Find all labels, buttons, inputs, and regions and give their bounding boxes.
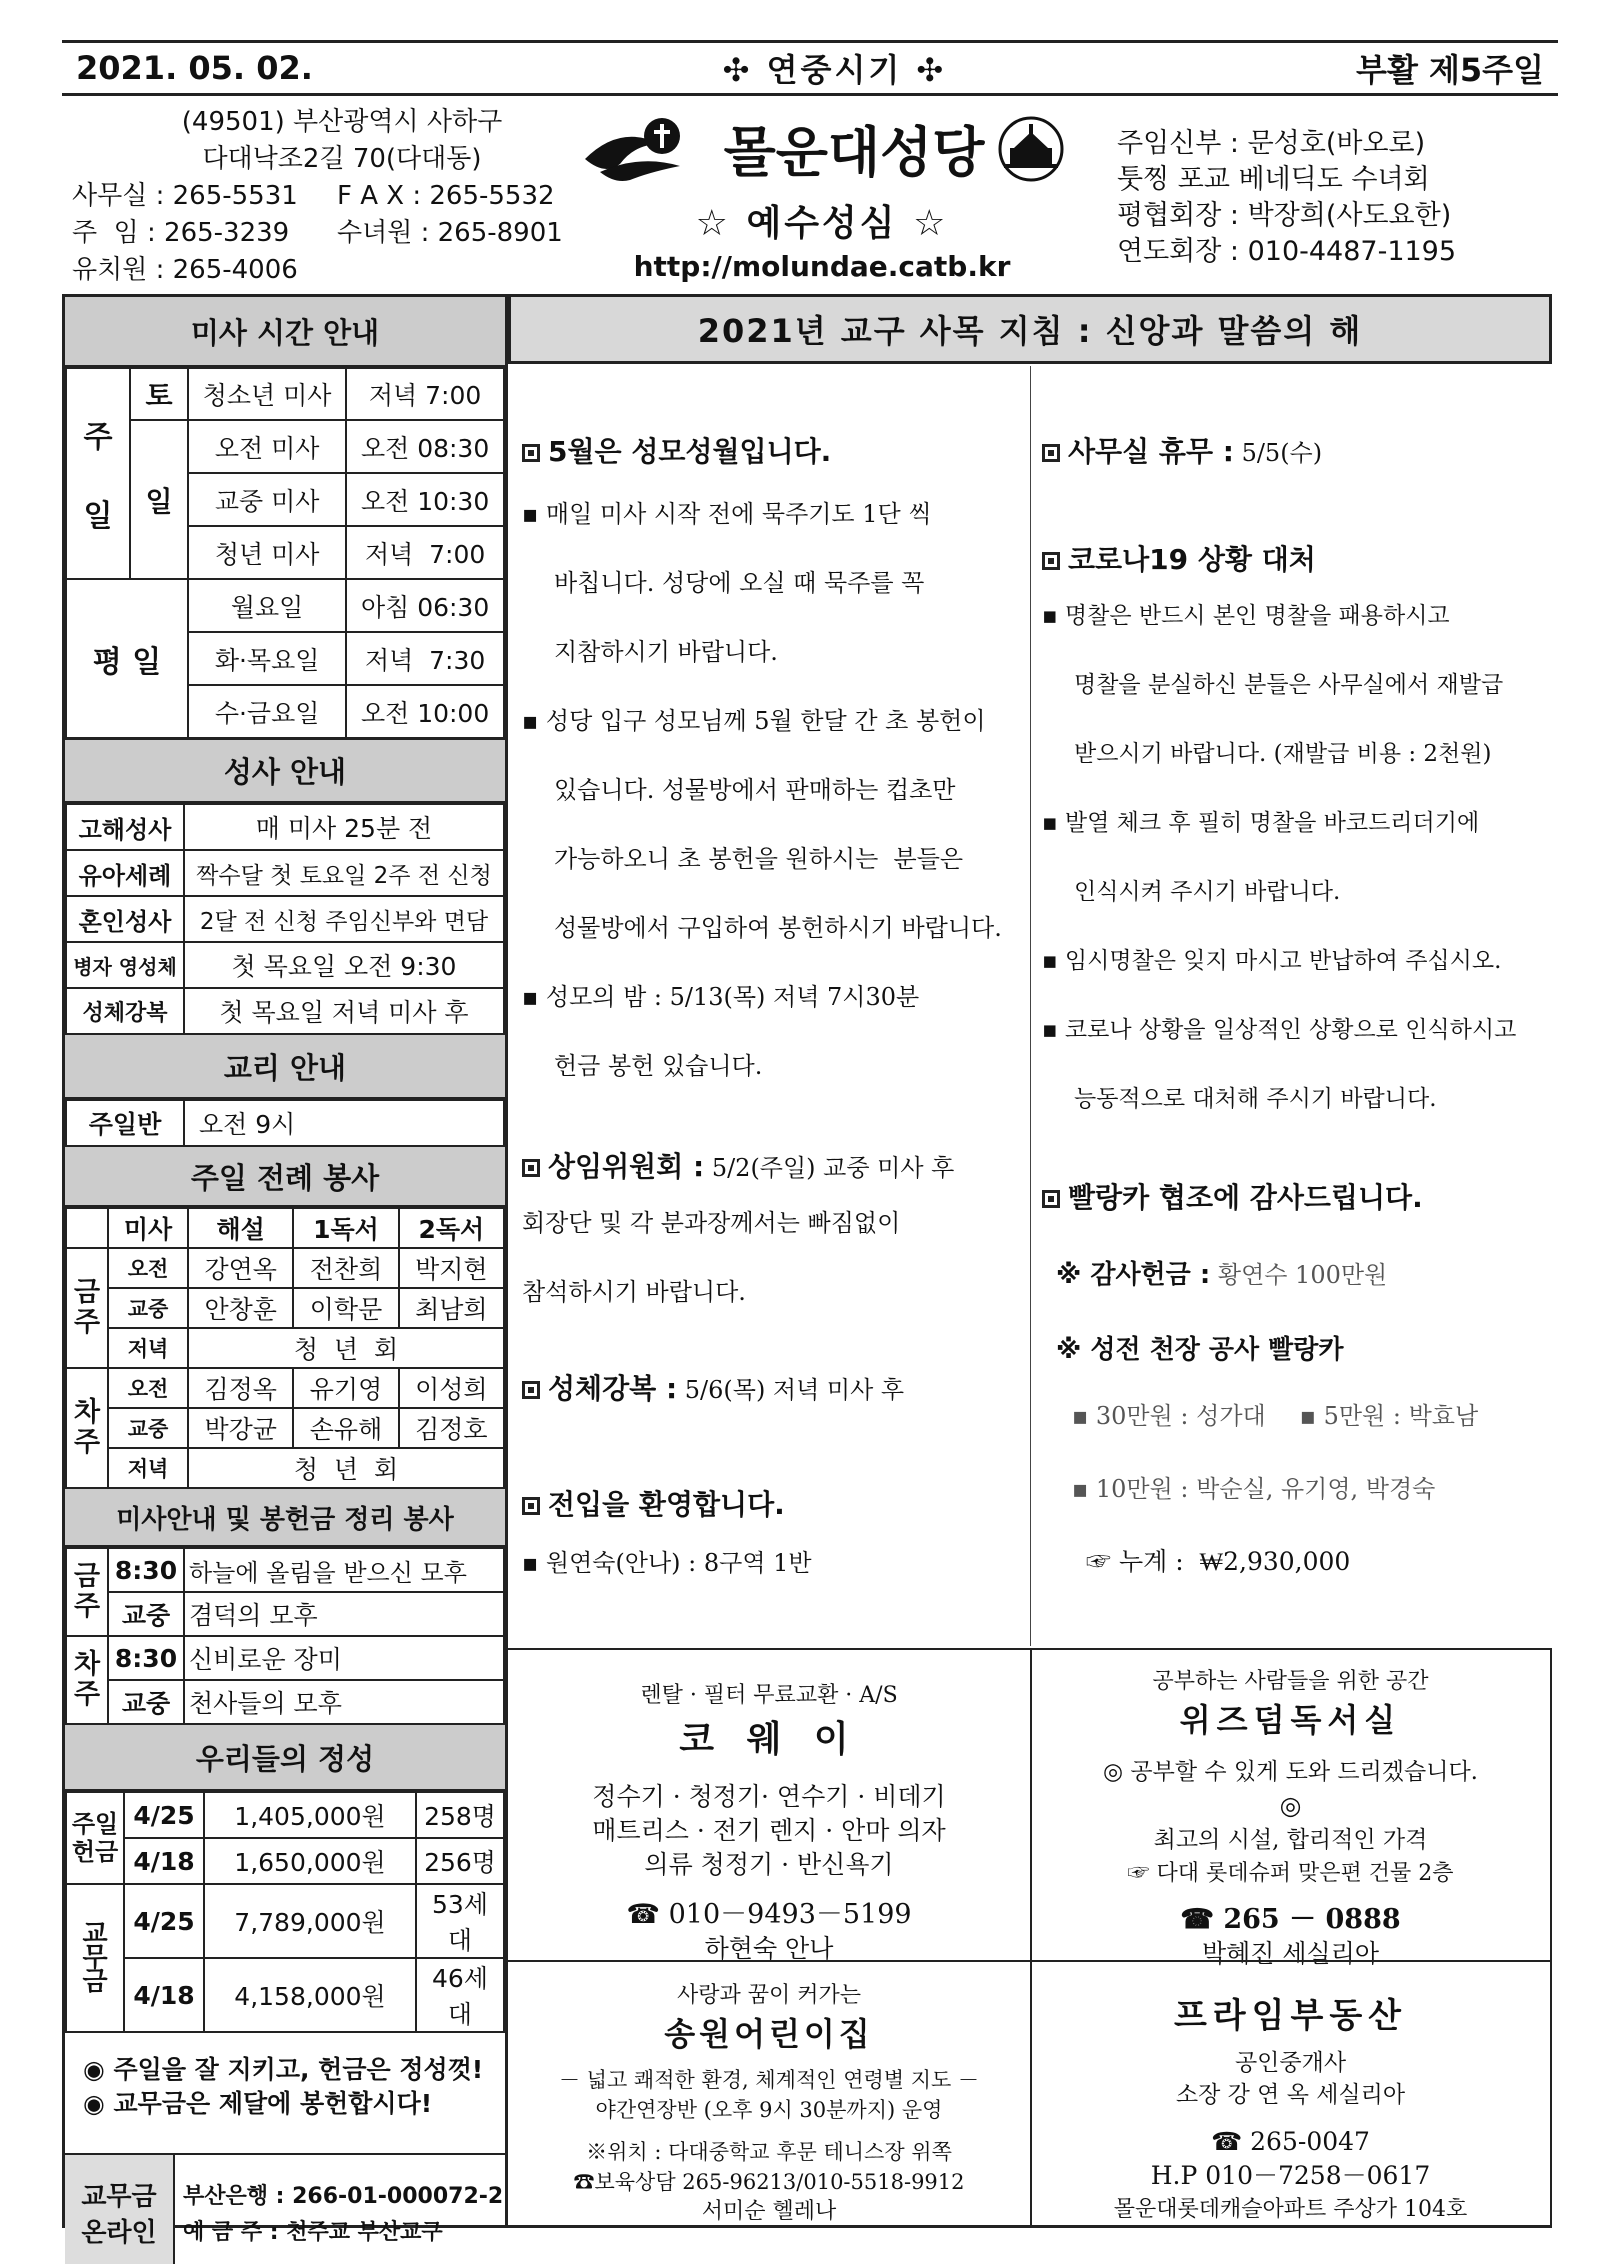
left-column — [62, 294, 508, 2248]
ad-address: 몰운대롯데캐슬아파트 주상가 104호 — [1113, 2197, 1468, 2222]
notice-heading — [522, 1483, 1022, 1523]
ad-line: 최고의 시설, 합리적인 가격 — [1153, 1827, 1428, 1853]
bank-account: 부산은행 : 266-01-000072-2 — [183, 2184, 504, 2209]
text-line: ▪ 매일 미사 시작 전에 묵주기도 1단 씩 — [522, 500, 932, 528]
top-bar — [62, 40, 1558, 96]
sacraments-heading: 성사 안내 — [65, 739, 505, 803]
notice-body — [1042, 582, 1544, 1134]
ad-phone: ☎ 010－9493－5199 — [626, 1899, 912, 1930]
service-mass: 교중 — [108, 1680, 184, 1724]
mass-time: 오전 10:00 — [346, 685, 504, 738]
bank-holder: 예 금 주 : 천주교 부산교구 — [183, 2220, 443, 2245]
donation-count: 256명 — [416, 1838, 504, 1884]
donation-amount: 4,158,000원 — [204, 1958, 416, 2032]
liturgy-person: 최남희 — [399, 1288, 504, 1328]
catechism-time: 오전 9시 — [184, 1100, 504, 1146]
donor-line — [1042, 1396, 1544, 1431]
offering-service-heading: 미사안내 및 봉헌금 정리 봉사 — [65, 1489, 505, 1547]
notice-heading — [1042, 430, 1544, 470]
mass-time: 저녁 7:00 — [346, 368, 504, 420]
this-week-label: 금 주 — [66, 1248, 108, 1368]
sacrament-info: 짝수달 첫 토요일 2주 전 신청 — [184, 850, 504, 896]
staff-line: 평협회장 : 박장희(사도요한) — [1117, 200, 1452, 231]
running-total: ☞ 누계 : ₩2,930,000 — [1086, 1547, 1351, 1576]
ad-songwon — [508, 1960, 1032, 2228]
service-mass: 8:30 — [108, 1548, 184, 1592]
liturgy-mass: 저녁 — [108, 1328, 188, 1368]
mass-name: 오전 미사 — [188, 420, 346, 473]
ad-coway — [508, 1648, 1032, 1962]
liturgy-mass: 오전 — [108, 1368, 188, 1408]
ad-line: ☞ 다대 롯데슈퍼 맞은편 건물 2층 — [1127, 1861, 1454, 1886]
ad-contact: 박혜진 세실리아 — [1202, 1939, 1379, 1968]
checkbox-bullet-icon — [1042, 444, 1060, 462]
liturgy-person: 안창훈 — [188, 1288, 293, 1328]
liturgy-person: 박강균 — [188, 1408, 293, 1448]
ad-name: 송원어린이집 — [664, 2015, 874, 2053]
postal-address: (49501) 부산광역시 사하구 — [181, 107, 503, 137]
text-line: 성물방에서 구입하여 봉헌하시기 바랍니다. — [554, 914, 1002, 942]
liturgy-person: 이성희 — [399, 1368, 504, 1408]
parish-name: 몰운대성당 — [723, 121, 985, 184]
sacrament-name: 성체강복 — [66, 988, 184, 1034]
liturgy-table — [65, 1207, 505, 1489]
notice-heading — [1042, 538, 1544, 578]
notice-detail: 5/2(주일) 교중 미사 후 — [704, 1154, 955, 1182]
tithe-label: 교 무 금 — [66, 1884, 124, 2032]
notice-body — [522, 1189, 1022, 1327]
sacrament-info: 첫 목요일 저녁 미사 후 — [184, 988, 504, 1034]
text-line: ▪ 임시명찰은 잊지 마시고 반납하여 주십시오. — [1042, 948, 1502, 974]
mass-times-table — [65, 367, 505, 739]
bank-label: 교무금 온라인 — [65, 2155, 175, 2264]
checkbox-bullet-icon — [522, 1381, 540, 1399]
donor-line: ▪ 10만원 : 박순실, 유기영, 박경숙 — [1072, 1475, 1436, 1503]
liturgy-col-header: 2독서 — [399, 1208, 504, 1248]
liturgy-heading: 주일 전례 봉사 — [65, 1147, 505, 1207]
notice-title: 코로나19 상황 대처 — [1068, 543, 1316, 576]
issue-date: 2021. 05. 02. — [76, 49, 313, 87]
liturgy-person: 박지현 — [399, 1248, 504, 1288]
text-line: 가능하오니 초 봉헌을 원하시는 분들은 — [554, 845, 964, 873]
mass-name: 청소년 미사 — [188, 368, 346, 420]
ad-line: ◎ — [1279, 1791, 1302, 1820]
mass-time: 오전 08:30 — [346, 420, 504, 473]
text-line: ▪ 코로나 상황을 일상적인 상황으로 인식하시고 — [1042, 1017, 1517, 1043]
donation-notes — [65, 2033, 505, 2155]
notices-column-2 — [1032, 366, 1552, 1646]
church-building-icon — [998, 116, 1064, 182]
text-line: ▪ 명찰은 반드시 본인 명찰을 패용하시고 — [1042, 603, 1450, 629]
notice-detail: 5/6(목) 저녁 미사 후 — [677, 1376, 905, 1404]
notice-heading — [522, 1145, 1022, 1185]
bank-details — [175, 2155, 505, 2264]
ad-line: ※위치 : 다대중학교 후문 테니스장 위쪽 — [586, 2140, 952, 2164]
donation-date: 4/25 — [124, 1884, 204, 1958]
sacrament-info: 첫 목요일 오전 9:30 — [184, 942, 504, 988]
staff-line: 주임신부 : 문성호(바오로) — [1117, 128, 1426, 159]
text-line: 참석하시기 바랍니다. — [522, 1278, 746, 1306]
mass-time: 아침 06:30 — [346, 579, 504, 632]
notice-title: 5월은 성모성월입니다. — [548, 435, 832, 468]
mass-name: 수·금요일 — [188, 685, 346, 738]
notice-title: 성체강복 : — [548, 1372, 678, 1405]
staff-line: 연도회장 : 010-4487-1195 — [1117, 236, 1457, 267]
notice-title: 상임위원회 : — [548, 1150, 705, 1183]
mass-name: 청년 미사 — [188, 526, 346, 579]
liturgy-group: 청 년 회 — [188, 1328, 504, 1368]
ad-line: 의류 청정기 · 반신욕기 — [644, 1850, 894, 1879]
service-group: 천사들의 모후 — [184, 1680, 504, 1724]
text-line: ▪ 성모의 밤 : 5/13(목) 저녁 7시30분 — [522, 983, 920, 1011]
donation-amount: 1,650,000원 — [204, 1838, 416, 1884]
ad-prime — [1031, 1960, 1552, 2228]
weekday-label: 평 일 — [66, 579, 188, 738]
catechism-class: 주일반 — [66, 1100, 184, 1146]
pastoral-banner: 2021년 교구 사목 지침 : 신앙과 말씀의 해 — [508, 294, 1552, 364]
notice-heading — [1042, 1176, 1544, 1216]
staff-list — [1117, 126, 1557, 270]
thanks-value: 황연수 100만원 — [1210, 1261, 1388, 1289]
liturgical-season: ✣ 연중시기 ✣ — [722, 51, 947, 89]
mass-time: 저녁 7:00 — [346, 526, 504, 579]
sacrament-info: 2달 전 신청 주임신부와 면담 — [184, 896, 504, 942]
text-line: ▪ 성당 입구 성모님께 5월 한달 간 초 봉헌이 — [522, 707, 986, 735]
fax-number: F A X : 265-5532 — [337, 181, 555, 211]
checkbox-bullet-icon — [1042, 1190, 1060, 1208]
donation-date: 4/18 — [124, 1838, 204, 1884]
notice-title: 빨랑카 협조에 감사드립니다. — [1068, 1181, 1423, 1214]
parish-motto: ☆ 예수성심 ☆ — [695, 203, 949, 244]
mass-time: 오전 10:30 — [346, 473, 504, 526]
ad-wizdom — [1031, 1648, 1552, 1968]
liturgy-person: 손유해 — [293, 1408, 398, 1448]
ad-tagline: 렌탈 · 필터 무료교환 · A/S — [640, 1683, 898, 1708]
liturgy-mass: 저녁 — [108, 1448, 188, 1488]
donations-table — [65, 1791, 505, 2033]
liturgy-col-header: 1독서 — [293, 1208, 398, 1248]
convent-phone: 수녀원 : 265-8901 — [337, 218, 563, 248]
ad-name: 프라임부동산 — [1173, 1996, 1408, 2036]
liturgy-col-header: 미사 — [108, 1208, 188, 1248]
ad-phone: ☎ 265-0047 — [1211, 2127, 1370, 2156]
donation-count: 258명 — [416, 1792, 504, 1838]
liturgy-person: 김정옥 — [188, 1368, 293, 1408]
parish-website[interactable]: http://molundae.catb.kr — [633, 250, 1011, 283]
text-line: 바칩니다. 성당에 오실 때 묵주를 꼭 — [554, 569, 925, 597]
text-line: 있습니다. 성물방에서 판매하는 컵초만 — [554, 776, 956, 804]
sacraments-table — [65, 803, 505, 1035]
bank-info — [65, 2155, 505, 2264]
donation-note: ◉ 주일을 잘 지키고, 헌금은 정성껏! — [83, 2055, 484, 2084]
thanks-offering — [1042, 1254, 1544, 1291]
ad-tagline: 공부하는 사람들을 위한 공간 — [1152, 1669, 1429, 1694]
service-group: 겸덕의 모후 — [184, 1592, 504, 1636]
sacrament-name: 유아세례 — [66, 850, 184, 896]
service-group: 하늘에 올림을 받으신 모후 — [184, 1548, 504, 1592]
service-mass: 8:30 — [108, 1636, 184, 1680]
notice-title: 전입을 환영합니다. — [548, 1488, 785, 1521]
catechism-table — [65, 1099, 505, 1147]
kindergarten-phone: 유치원 : 265-4006 — [72, 255, 298, 285]
liturgy-mass: 오전 — [108, 1248, 188, 1288]
street-address: 다대낙조2길 70(다대동) — [202, 144, 482, 174]
office-phone: 사무실 : 265-5531 — [72, 181, 298, 211]
donor-entry: ▪ 5만원 : 박효남 — [1299, 1402, 1479, 1430]
ceiling-heading: ※ 성전 천장 공사 빨랑카 — [1056, 1335, 1344, 1365]
donation-date: 4/18 — [124, 1958, 204, 2032]
checkbox-bullet-icon — [522, 1497, 540, 1515]
ad-line: 공인중개사 — [1234, 2050, 1347, 2076]
sacrament-name: 혼인성사 — [66, 896, 184, 942]
text-line: 받으시기 바랍니다. (재발급 비용 : 2천원) — [1074, 741, 1492, 767]
liturgy-mass: 교중 — [108, 1288, 188, 1328]
ad-line: 소장 강 연 옥 세실리아 — [1175, 2082, 1406, 2108]
liturgy-person: 전찬희 — [293, 1248, 398, 1288]
liturgical-week: 부활 제5주일 — [1356, 51, 1544, 89]
mass-times-heading: 미사 시간 안내 — [65, 297, 505, 367]
checkbox-bullet-icon — [1042, 552, 1060, 570]
liturgy-mass: 교중 — [108, 1408, 188, 1448]
notice-body: ▪ 원연숙(안나) : 8구역 1반 — [522, 1549, 812, 1577]
sacrament-name: 고해성사 — [66, 804, 184, 850]
sunday-day-label: 일 — [130, 420, 188, 579]
text-line: 헌금 봉헌 있습니다. — [554, 1052, 763, 1080]
liturgy-person: 이학문 — [293, 1288, 398, 1328]
sunday-offering-label: 주일 헌금 — [66, 1792, 124, 1884]
staff-line: 툿찡 포교 베네딕도 수녀회 — [1117, 164, 1430, 195]
catechism-heading: 교리 안내 — [65, 1035, 505, 1099]
notice-title: 사무실 휴무 : — [1068, 435, 1234, 468]
ad-line: 매트리스 · 전기 렌지 · 안마 의자 — [592, 1816, 946, 1845]
next-week-label: 차 주 — [66, 1368, 108, 1488]
sacrament-info: 매 미사 25분 전 — [184, 804, 504, 850]
ad-name: 위즈덤독서실 — [1179, 1701, 1402, 1739]
donations-heading: 우리들의 정성 — [65, 1725, 505, 1791]
text-line: 회장단 및 각 분과장께서는 빠짐없이 — [522, 1209, 901, 1237]
this-week-label: 금 주 — [66, 1548, 108, 1636]
ad-name: 코 웨 이 — [679, 1719, 859, 1760]
ad-line: － 넓고 쾌적한 환경, 체계적인 연령별 지도 － — [559, 2068, 979, 2092]
ad-line: ◎ 공부할 수 있게 도와 드리겠습니다. — [1103, 1759, 1478, 1785]
priest-phone: 주 임 : 265-3239 — [72, 218, 290, 248]
donation-count: 46세대 — [416, 1958, 504, 2032]
ad-phone: ☎ 265 － 0888 — [1180, 1904, 1401, 1935]
text-line: ▪ 발열 체크 후 필히 명찰을 바코드리더기에 — [1042, 810, 1480, 836]
thanks-label: ※ 감사헌금 : — [1056, 1260, 1211, 1290]
liturgy-group: 청 년 회 — [188, 1448, 504, 1488]
mass-name: 화·목요일 — [188, 632, 346, 685]
service-group: 신비로운 장미 — [184, 1636, 504, 1680]
sunday-label: 주 일 — [66, 368, 130, 579]
checkbox-bullet-icon — [522, 444, 540, 462]
text-line: 명찰을 분실하신 분들은 사무실에서 재발급 — [1074, 672, 1504, 698]
header — [62, 104, 1558, 290]
ad-contact: 서미순 헬레나 — [701, 2199, 837, 2224]
address-block — [72, 104, 612, 289]
donation-date: 4/25 — [124, 1792, 204, 1838]
sacrament-name: 병자 영성체 — [66, 942, 184, 988]
ad-line: 야간연장반 (오후 9시 30분까지) 운영 — [595, 2098, 943, 2122]
donation-note: ◉ 교무금은 제달에 봉헌합시다! — [83, 2089, 433, 2118]
ad-tagline: 사랑과 꿈이 커가는 — [676, 1983, 861, 2008]
ad-line: ☎보육상담 265-96213/010-5518-9912 — [573, 2170, 965, 2194]
mass-time: 저녁 7:30 — [346, 632, 504, 685]
donor-entry: ▪ 30만원 : 성가대 — [1072, 1402, 1266, 1430]
ad-phone: H.P 010－7258－0617 — [1150, 2161, 1431, 2190]
notice-body — [522, 480, 1022, 1101]
notices-column-1 — [508, 366, 1031, 1646]
text-line: 지참하시기 바랍니다. — [554, 638, 778, 666]
service-mass: 교중 — [108, 1592, 184, 1636]
ad-contact: 하현숙 안나 — [704, 1934, 834, 1963]
liturgy-person: 강연옥 — [188, 1248, 293, 1288]
parish-logo-block — [562, 110, 1082, 283]
notice-detail: 5/5(수) — [1233, 439, 1323, 467]
donation-amount: 7,789,000원 — [204, 1884, 416, 1958]
parish-emblem-icon — [580, 114, 710, 184]
liturgy-col-header: 해설 — [188, 1208, 293, 1248]
ad-line: 정수기 · 청정기· 연수기 · 비데기 — [592, 1782, 946, 1811]
text-line: 인식시켜 주시기 바랍니다. — [1074, 879, 1341, 905]
mass-name: 월요일 — [188, 579, 346, 632]
next-week-label: 차 주 — [66, 1636, 108, 1724]
notice-heading — [522, 1367, 1022, 1407]
liturgy-person: 유기영 — [293, 1368, 398, 1408]
donation-count: 53세대 — [416, 1884, 504, 1958]
checkbox-bullet-icon — [522, 1159, 540, 1177]
text-line: 능동적으로 대처해 주시기 바랍니다. — [1074, 1086, 1437, 1112]
donation-amount: 1,405,000원 — [204, 1792, 416, 1838]
liturgy-person: 김정호 — [399, 1408, 504, 1448]
saturday-label: 토 — [130, 368, 188, 420]
offering-service-table — [65, 1547, 505, 1725]
notice-heading — [522, 430, 1022, 470]
mass-name: 교중 미사 — [188, 473, 346, 526]
